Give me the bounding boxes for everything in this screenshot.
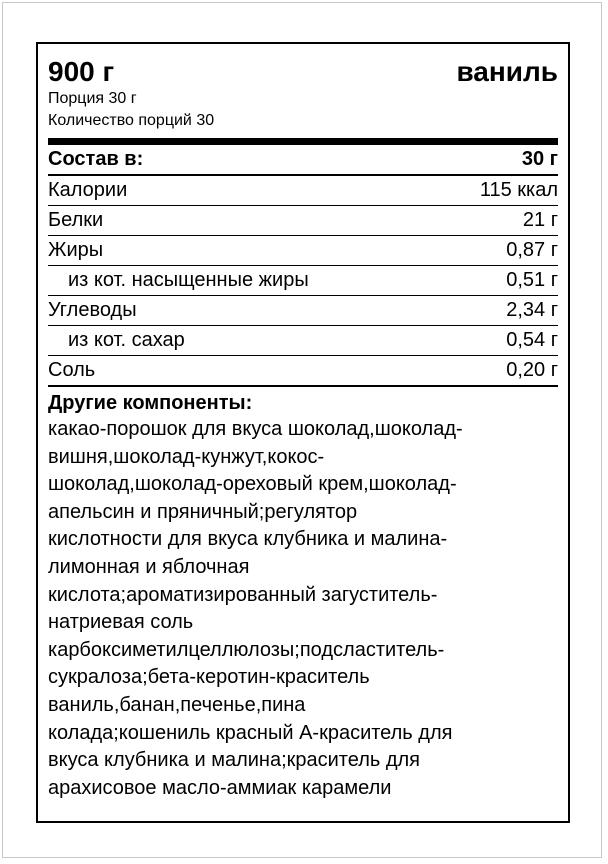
table-row-carbohydrates bbox=[48, 296, 558, 326]
ingredient-line: шоколад,шоколад-ореховый крем,шоколад- bbox=[48, 473, 457, 496]
ingredient-line: вишня,шоколад-кунжут,кокос- bbox=[48, 445, 325, 468]
row-label: Калории bbox=[48, 179, 128, 201]
ingredient-line: кислотности для вкуса клубника и малина- bbox=[48, 528, 448, 551]
table-row-sugar bbox=[48, 326, 558, 356]
row-label: Жиры bbox=[48, 239, 104, 261]
row-value: 2,34 г bbox=[506, 299, 558, 321]
row-label: Соль bbox=[48, 359, 96, 381]
ingredient-line: ваниль,банан,печенье,пина bbox=[48, 693, 306, 716]
table-row-calories bbox=[48, 176, 558, 206]
row-label: из кот. насыщенные жиры bbox=[68, 269, 309, 291]
nutrition-table bbox=[48, 145, 558, 387]
row-value: 0,87 г bbox=[506, 239, 558, 261]
table-row-fat bbox=[48, 236, 558, 266]
servings-count: Количество порций 30 bbox=[48, 112, 215, 129]
row-value: 0,20 г bbox=[506, 359, 558, 381]
ingredient-line: лимонная и яблочная bbox=[48, 555, 250, 578]
row-value: 21 г bbox=[522, 209, 558, 231]
other-components-text bbox=[48, 416, 558, 802]
row-label: из кот. сахар bbox=[68, 329, 185, 351]
row-value: 0,51 г bbox=[506, 269, 558, 291]
ingredient-line: сукралоза;бета-керотин-краситель bbox=[48, 666, 370, 689]
table-title-value: 30 г bbox=[521, 148, 558, 170]
nutrition-label bbox=[36, 42, 570, 823]
row-value: 115 ккал bbox=[479, 179, 558, 201]
ingredient-line: вкуса клубника и малина;краситель для bbox=[48, 749, 421, 772]
flavor-name: ваниль bbox=[456, 56, 558, 87]
table-header-row bbox=[48, 145, 558, 176]
ingredient-line: натриевая соль bbox=[48, 611, 194, 634]
ingredient-line: карбоксиметилцеллюлозы;подсластитель- bbox=[48, 638, 445, 661]
package-weight: 900 г bbox=[48, 56, 115, 87]
serving-size: Порция 30 г bbox=[48, 90, 137, 107]
ingredient-line: кислота;ароматизированный загуститель- bbox=[48, 583, 438, 606]
table-row-protein bbox=[48, 206, 558, 236]
table-title: Состав в: bbox=[48, 148, 144, 170]
ingredient-line: апельсин и пряничный;регулятор bbox=[48, 500, 358, 523]
ingredient-line: арахисовое масло-аммиак карамели bbox=[48, 776, 392, 799]
ingredient-line: какао-порошок для вкуса шоколад,шоколад- bbox=[48, 418, 463, 440]
row-value: 0,54 г bbox=[506, 329, 558, 351]
table-row-saturated-fat bbox=[48, 266, 558, 296]
row-label: Белки bbox=[48, 209, 104, 231]
label-header bbox=[48, 56, 558, 88]
row-label: Углеводы bbox=[48, 299, 137, 321]
ingredient-line: колада;кошениль красный А-краситель для bbox=[48, 721, 453, 744]
other-components-title: Другие компоненты: bbox=[48, 392, 253, 414]
thick-divider bbox=[48, 138, 558, 145]
table-row-salt bbox=[48, 356, 558, 387]
